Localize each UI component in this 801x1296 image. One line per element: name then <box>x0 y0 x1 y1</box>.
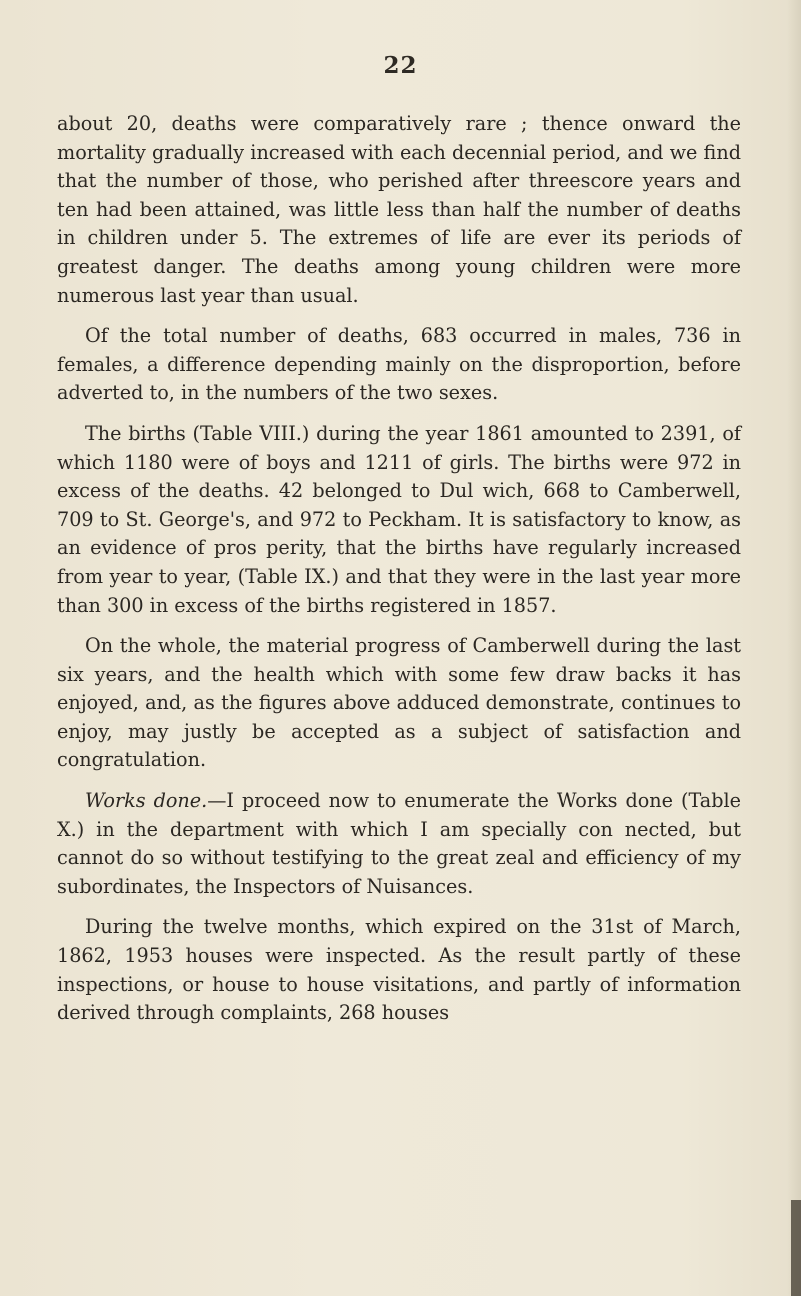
binding-shadow <box>791 1200 801 1296</box>
page-number: 22 <box>383 52 418 79</box>
works-done-text: —I proceed now to enumerate the Works done (Table X.) in the department with which I am specially con nected, but cannot do so without testifying to the great zeal and efficiency of my subordinates, the Inspectors of Nuisances. <box>57 789 741 898</box>
paragraph-mortality: about 20, deaths were comparatively rare ; thence onward the mortality gradually increased with each decennial period, and we find that the number of those, who perished after threescore years and ten had been attained, was little less than half the number of deaths in children under 5. The extremes of life are ever its periods of greatest danger. The deaths among young children were more numerous last year than usual. <box>57 112 741 307</box>
body-text <box>57 110 741 1040</box>
works-done-heading: Works done. <box>85 789 208 813</box>
page-edge-shading <box>787 0 801 1296</box>
paragraph-works-done <box>57 787 741 901</box>
paragraph-progress: On the whole, the material progress of Camberwell during the last six years, and the health which with some few draw backs it has enjoyed, and, as the figures above adduced demonstrate, continues to enjoy, may justly be accepted as a subject of satisfaction and congratulation. <box>57 634 741 772</box>
paragraph-deaths-by-sex: Of the total number of deaths, 683 occurred in males, 736 in females, a difference depending mainly on the disproportion, before adverted to, in the numbers of the two sexes. <box>57 324 741 405</box>
paragraph-births: The births (Table VIII.) during the year 1861 amounted to 2391, of which 1180 were of boys and 1211 of girls. The births were 972 in excess of the deaths. 42 belonged to Dul wich, 668 to Camberwell, 709 to St. George's, and 972 to Peckham. It is satisfactory to know, as an evidence of pros perity, that the births have regularly increased from year to year, (Table IX.) and that they were in the last year more than 300 in excess of the births registered in 1857. <box>57 421 741 617</box>
paragraph-inspections: During the twelve months, which expired on the 31st of March, 1862, 1953 houses were inspected. As the result partly of these inspections, or house to house visitations, and partly of information derived through complaints, 268 houses <box>57 915 741 1025</box>
